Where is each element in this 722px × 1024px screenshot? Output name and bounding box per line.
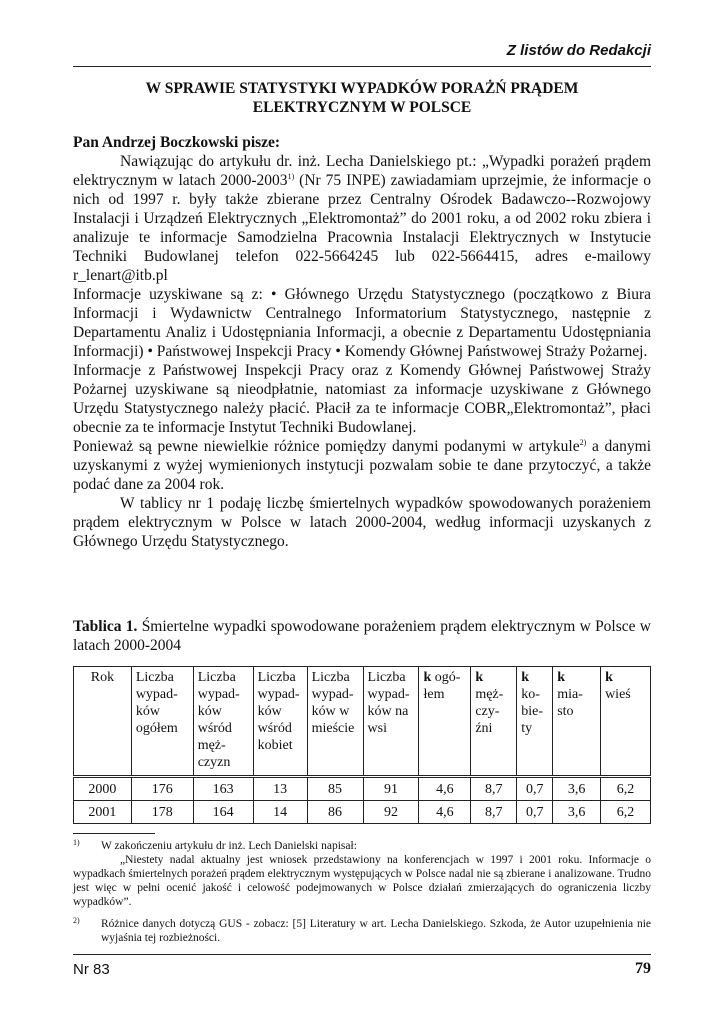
paragraph-1-start: Nawiązując do artykułu dr. inż. Lecha Danielskiego pt.: „Wypadki porażeń prądem elektrycznym w latach 2000-2003 (73, 153, 651, 189)
header-k-women: k ko-bie-ty (517, 667, 553, 777)
article-title (73, 79, 651, 117)
cell-k-total: 4,6 (419, 801, 471, 824)
cell-k-men: 8,7 (471, 777, 517, 801)
footnote-1-intro: W zakończeniu artykułu dr inż. Lech Danielski napisał: (101, 840, 357, 852)
footnote-1-quote: „Niestety nadal aktualny jest wniosek przedstawiony na konferencjach w 1997 i 2001 roku. Informacje o wypadkach śmiertelnych porażeń prądem elektrycznym występujących w Polsce nadal nie są zbierane i analizowane. Trudno jest więc w pełni ocenić jakość i celowość podejmowanych w Polsce działań zmierzających do ograniczenia liczby wypadków”. (73, 854, 651, 908)
header-year: Rok (74, 667, 132, 777)
section-header: Z listów do Redakcji (506, 42, 651, 59)
cell-k-city: 3,6 (553, 801, 601, 824)
cell-village: 92 (363, 801, 419, 824)
footnotes (73, 839, 651, 945)
table-caption (73, 617, 651, 655)
table-header-row (74, 667, 651, 777)
document-page (73, 0, 651, 1024)
paragraph-1 (73, 152, 651, 285)
cell-k-village: 6,2 (601, 801, 651, 824)
title-line-2: ELEKTRYCZNYM W POLSCE (252, 99, 472, 116)
header-rule (73, 66, 651, 67)
footnote-1 (73, 839, 651, 853)
footnote-rule (73, 833, 155, 834)
cell-women: 14 (253, 801, 307, 824)
cell-k-city: 3,6 (553, 777, 601, 801)
cell-city: 85 (307, 777, 363, 801)
header-village: Liczba wypad-ków na wsi (363, 667, 419, 777)
page-number: 79 (635, 960, 651, 977)
header-k-village: k wieś (601, 667, 651, 777)
issue-number: Nr 83 (73, 961, 110, 978)
header-city: Liczba wypad-ków w mieście (307, 667, 363, 777)
footnote-1-mark: 1) (73, 838, 80, 847)
footnote-2-text: Różnice danych dotyczą GUS - zobacz: [5] Literatury w art. Lecha Danielskiego. Szkoda, że Autor uzupełnienia nie wyjaśnia tej rozbieżności. (101, 918, 651, 944)
paragraph-4-end: a danymi uzyskanymi z wyżej wymienionych instytucji pozwalam sobie te dane przytoczyć, a także podać dane za 2004 rok. (73, 438, 651, 493)
cell-k-village: 6,2 (601, 777, 651, 801)
footnote-2-mark: 2) (73, 916, 80, 925)
cell-k-men: 8,7 (471, 801, 517, 824)
footer-rule (73, 954, 651, 955)
paragraph-3: Informacje z Państwowej Inspekcji Pracy oraz z Komendy Głównej Państwowej Straży Pożarnej uzyskiwane są nieodpłatnie, natomiast za informacje uzyskiwane z Głównego Urzędu Statystycznego należy płacić. Płacił za te informacje COBR„Elektromontaż”, płaci obecnie za te informacje Instytut Techniki Budowlanej. (73, 362, 651, 436)
cell-total: 176 (131, 777, 193, 801)
cell-total: 178 (131, 801, 193, 824)
cell-village: 91 (363, 777, 419, 801)
header-total: Liczba wypad-ków ogółem (131, 667, 193, 777)
paragraph-4-start: Ponieważ są pewne niewielkie różnice pomiędzy danymi podanymi w artykule (73, 438, 580, 455)
table-caption-label: Tablica 1. (73, 618, 138, 635)
cell-men: 164 (193, 801, 253, 824)
article-body (73, 133, 651, 551)
paragraph-1-end: (Nr 75 INPE) zawiadamiam uprzejmie, że informacje o nich od 1997 r. były także zbierane przez Centralny Ośrodek Badawczo--Rozwojowy Instalacji i Urządzeń Elektrycznych „Elektromontaż” do 2001 roku, a od 2002 roku zbiera i analizuje te informacje Samodzielna Pracownia Instalacji Elektrycznych w Instytucie Techniki Budowlanej telefon 022-5664245 lub 022-5664415, adres e-mailowy r_lenart@itb.pl (73, 172, 651, 284)
title-line-1: W SPRAWIE STATYSTYKI WYPADKÓW PORAŻŃ PRĄDEM (145, 80, 579, 97)
header-k-city: k mia-sto (553, 667, 601, 777)
header-k-total: k ogó-łem (419, 667, 471, 777)
cell-women: 13 (253, 777, 307, 801)
table-row (74, 801, 651, 824)
cell-men: 163 (193, 777, 253, 801)
footnote-2 (73, 917, 651, 945)
cell-city: 86 (307, 801, 363, 824)
author-line: Pan Andrzej Boczkowski pisze: (73, 134, 281, 151)
footnote-ref-1: 1) (287, 172, 295, 181)
header-k-men: k męż-czy-źni (471, 667, 517, 777)
cell-k-women: 0,7 (517, 801, 553, 824)
header-women: Liczba wypad-ków wśród kobiet (253, 667, 307, 777)
table-caption-text: Śmiertelne wypadki spowodowane porażeniem prądem elektrycznym w Polsce w latach 2000-2004 (73, 618, 651, 654)
cell-year: 2001 (74, 801, 132, 824)
footnote-1-quote-block (73, 853, 651, 909)
accident-statistics-table (73, 666, 651, 824)
paragraph-4 (73, 437, 651, 494)
footnote-ref-2: 2) (579, 438, 587, 447)
header-men: Liczba wypad-ków wśród męż-czyzn (193, 667, 253, 777)
cell-k-total: 4,6 (419, 777, 471, 801)
paragraph-2: Informacje uzyskiwane są z: • Głównego Urzędu Statystycznego (początkowo z Biura Informacji i Wydawnictw Centralnego Informatorium Statystycznego, następnie z Departamentu Analiz i Udostępniania Informacji, a obecnie z Departamentu Udostępniania Informacji) • Państwowej Inspekcji Pracy • Komendy Głównej Państwowej Straży Pożarnej. (73, 286, 651, 360)
cell-k-women: 0,7 (517, 777, 553, 801)
table-row (74, 777, 651, 801)
cell-year: 2000 (74, 777, 132, 801)
paragraph-5: W tablicy nr 1 podaję liczbę śmiertelnych wypadków spowodowanych porażeniem prądem elektrycznym w Polsce w latach 2000-2004, według informacji uzyskanych z Głównego Urzędu Statystycznego. (73, 495, 651, 550)
